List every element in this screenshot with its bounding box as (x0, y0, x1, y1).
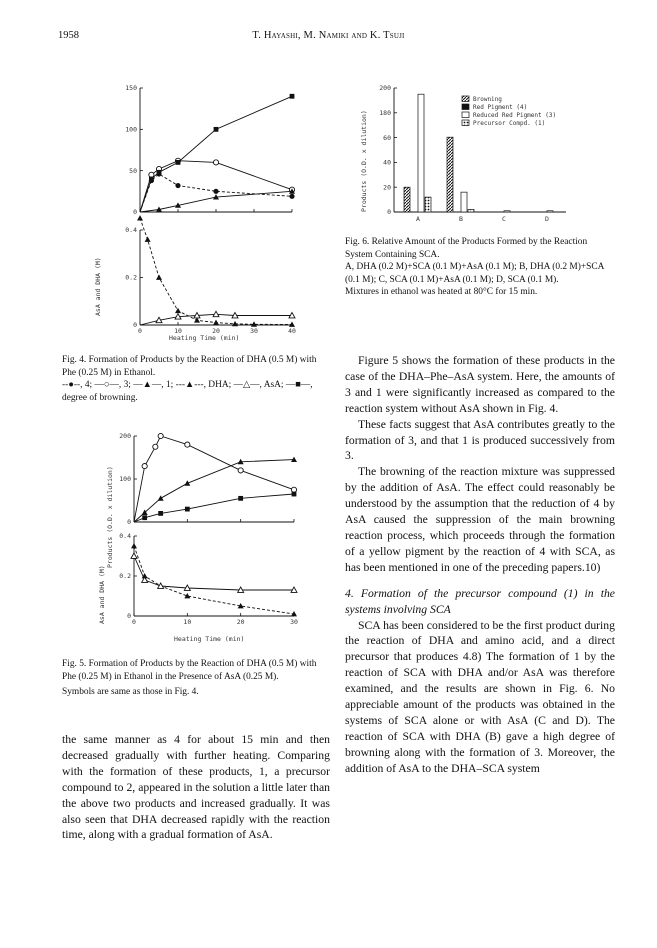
bar-C-2 (504, 211, 510, 212)
series-line-DHA (134, 546, 294, 614)
fig5-caption (62, 658, 330, 699)
y-tick-label: 0 (127, 612, 131, 621)
right-paragraph-2: These facts suggest that AsA contributes greatly to the formation of 3, and that 1 is produced successively from 3. (345, 417, 615, 463)
bar-B-3 (468, 210, 474, 212)
y-tick-label: 0.4 (125, 226, 137, 235)
legend-sym-dashed-filled-triangle: ---▲--- (175, 380, 204, 391)
bar-B-0 (447, 137, 453, 212)
legend-sym-filled-triangle: —▲— (133, 380, 162, 391)
fig6-y-tick-label: 0 (387, 208, 391, 217)
right-paragraph-4: SCA has been considered to be the first product during the reaction of DHA and amino acid, and a direct precursor that produces 4.8) The formation of 1 by the reaction of SCA with DHA and/or AsA was therefore examined, and the results are shown in Fig. 6. No appreciable amount of the products was obtained in the systems of SCA alone or with AsA (C and D). The reaction of SCA with DHA (B) gave a high degree of browning along with the formation of 3. Moreover, the addition of AsA to the DHA–SCA system (345, 618, 615, 775)
legend-sym-open-triangle: —△— (233, 380, 260, 391)
data-point-degree-of-browning (149, 177, 154, 182)
series-line-3 (134, 436, 294, 522)
bar-D-2 (547, 211, 553, 212)
y-tick-label: 100 (119, 475, 131, 484)
section-heading: 4. Formation of the precursor compound (1) in the systems involving SCA (345, 586, 615, 616)
data-point-3 (291, 487, 296, 492)
fig6-caption-note: Mixtures in ethanol was heated at 80°C for 15 min. (345, 287, 538, 298)
x-tick-label: 30 (250, 327, 258, 335)
x-tick-label: 20 (236, 618, 245, 626)
data-point-degree-of-browning (214, 127, 219, 132)
series-line-AsA (134, 556, 294, 590)
left-column-text (62, 732, 330, 843)
y-tick-label: 50 (129, 166, 137, 175)
data-point-3 (213, 160, 218, 165)
right-paragraph-3: The browning of the reaction mixture was suppressed by the addition of AsA. The effect could reasonably be understood by the assumption that the reduction of 4 by AsA caused the suppression of the main browning reaction process, which proceeds through the formation of a yellow pigment by the reaction of 4 with SCA, as has been mentioned in one of the preceding papers.10) (345, 465, 615, 574)
legend-label: Reduced Red Pigment (3) (473, 112, 557, 119)
fig4-lower-ylabel: AsA and DHA (M) (94, 257, 102, 316)
x-tick-label: 10 (174, 327, 182, 335)
y-tick-label: 100 (125, 125, 137, 134)
y-tick-label: 0.2 (125, 273, 137, 282)
series-line-1 (134, 460, 294, 522)
legend-label: Red Pigment (4) (473, 104, 528, 111)
y-tick-label: 0.2 (119, 572, 131, 581)
figure-4 (94, 82, 304, 342)
data-point-4 (289, 194, 294, 199)
fig6-ylabel: Products (O.D. x dilution) (360, 110, 368, 212)
fig4-xlabel: Heating Time (min) (169, 334, 240, 342)
data-point-AsA (158, 583, 164, 588)
figure-6 (358, 82, 598, 227)
data-point-DHA (213, 320, 219, 325)
legend-swatch (462, 96, 469, 102)
fig5-xlabel: Heating Time (min) (174, 635, 245, 643)
right-paragraph-1: Figure 5 shows the formation of these products in the case of the DHA–Phe–AsA system. Here, the amounts of 3 and 1 were significantly increased as compared to the reaction system without AsA shown in Fig. 4. (345, 354, 615, 415)
data-point-DHA (156, 275, 162, 280)
data-point-degree-of-browning (157, 170, 162, 175)
fig6-category-label: A (416, 215, 420, 223)
data-point-1 (158, 495, 164, 500)
legend-sym-open-circle: —○— (94, 380, 119, 391)
legend-swatch (462, 112, 469, 118)
data-point-3 (238, 468, 243, 473)
fig6-category-label: B (459, 215, 463, 223)
legend-swatch (462, 104, 469, 110)
series-line-degree-of-browning (134, 494, 294, 522)
fig6-caption-body: A, DHA (0.2 M)+SCA (0.1 M)+AsA (0.1 M); B, DHA (0.2 M)+SCA (0.1 M); C, SCA (0.1 M)+AsA (0.1 M); D, SCA (0.1 M). (345, 262, 604, 285)
x-tick-label: 0 (132, 618, 136, 626)
legend-swatch (462, 120, 469, 126)
bar-A-0 (404, 187, 410, 212)
legend-label: Browning (473, 96, 502, 103)
bar-A-2 (418, 94, 424, 212)
data-point-degree-of-browning (290, 94, 295, 99)
legend-sym-dashed-filled-circle: --●-- (62, 380, 81, 391)
x-tick-label: 0 (138, 327, 142, 335)
x-tick-label: 20 (212, 327, 220, 335)
y-tick-label: 0.4 (119, 532, 131, 541)
series-line-DHA (140, 218, 292, 324)
legend-sym-filled-square: —■— (285, 380, 311, 391)
data-point-3 (153, 444, 158, 449)
data-point-degree-of-browning (176, 160, 181, 165)
fig5-caption-note: Symbols are same as those in Fig. 4. (62, 687, 199, 698)
fig5-upper-ylabel: Products (O.D. x dilution) (106, 466, 114, 568)
data-point-4 (213, 189, 218, 194)
fig5-caption-title: Fig. 5. Formation of Products by the Reaction of DHA (0.5 M) with Phe (0.25 M) in Ethanol in the Presence of AsA (0.25 M). (62, 659, 317, 682)
bar-A-3 (425, 197, 431, 212)
data-point-3 (142, 464, 147, 469)
fig4-caption-title: Fig. 4. Formation of Products by the Reaction of DHA (0.5 M) with Phe (0.25 M) in Ethanol. (62, 355, 317, 378)
fig6-y-tick-label: 20 (383, 183, 391, 192)
data-point-DHA (145, 237, 151, 242)
running-title: T. Hayashi, M. Namiki and K. Tsuji (252, 30, 405, 41)
fig6-y-tick-label: 40 (383, 158, 391, 167)
y-tick-label: 150 (125, 84, 137, 93)
data-point-degree-of-browning (142, 515, 147, 520)
series-line-3 (140, 161, 292, 212)
x-tick-label: 30 (290, 618, 298, 626)
y-tick-label: 200 (119, 432, 131, 441)
fig6-y-tick-label: 60 (383, 133, 391, 142)
fig6-y-tick-label: 180 (379, 109, 391, 117)
fig6-caption-title: Fig. 6. Relative Amount of the Products Formed by the Reaction System Containing SCA. (345, 237, 588, 260)
y-tick-label: 0 (127, 518, 131, 527)
data-point-degree-of-browning (292, 492, 297, 497)
fig4-caption (62, 354, 330, 404)
data-point-degree-of-browning (238, 496, 243, 501)
fig4-caption-legend: --●--, 4; —○—, 3; —▲—, 1; ---▲---, DHA; —△—, AsA; —■—, degree of browning. (62, 380, 313, 403)
data-point-DHA (131, 543, 137, 548)
x-tick-label: 10 (183, 618, 192, 626)
figure-5 (98, 428, 304, 643)
fig6-y-tick-label: 200 (379, 84, 391, 93)
bar-B-2 (461, 192, 467, 212)
data-point-DHA (137, 215, 143, 220)
data-point-3 (158, 433, 163, 438)
data-point-3 (185, 442, 190, 447)
data-point-degree-of-browning (185, 507, 190, 512)
x-tick-label: 40 (288, 327, 296, 335)
page-number: 1958 (58, 30, 79, 41)
fig6-category-label: C (502, 215, 506, 223)
data-point-1 (184, 480, 190, 485)
fig6-category-label: D (545, 215, 549, 223)
y-tick-label: 0 (133, 321, 137, 330)
right-column-text (345, 353, 615, 777)
data-point-DHA (175, 308, 181, 313)
left-paragraph-1: the same manner as 4 for about 15 min and then decreased gradually with further heating. Comparing with the formation of these products, 1, a precursor compound to 2, appeared in the solution a little later than the above two products and increased gradually. It was also seen that DHA decreased rapidly with the reaction time, along with a gradual formation of AsA. (62, 733, 330, 842)
fig6-caption (345, 236, 615, 299)
legend-label: Precursor Compd. (1) (473, 120, 546, 127)
fig5-lower-ylabel: AsA and DHA (M) (98, 565, 106, 624)
data-point-4 (175, 183, 180, 188)
y-tick-label: 0 (133, 208, 137, 217)
data-point-AsA (131, 553, 137, 558)
data-point-degree-of-browning (158, 511, 163, 516)
